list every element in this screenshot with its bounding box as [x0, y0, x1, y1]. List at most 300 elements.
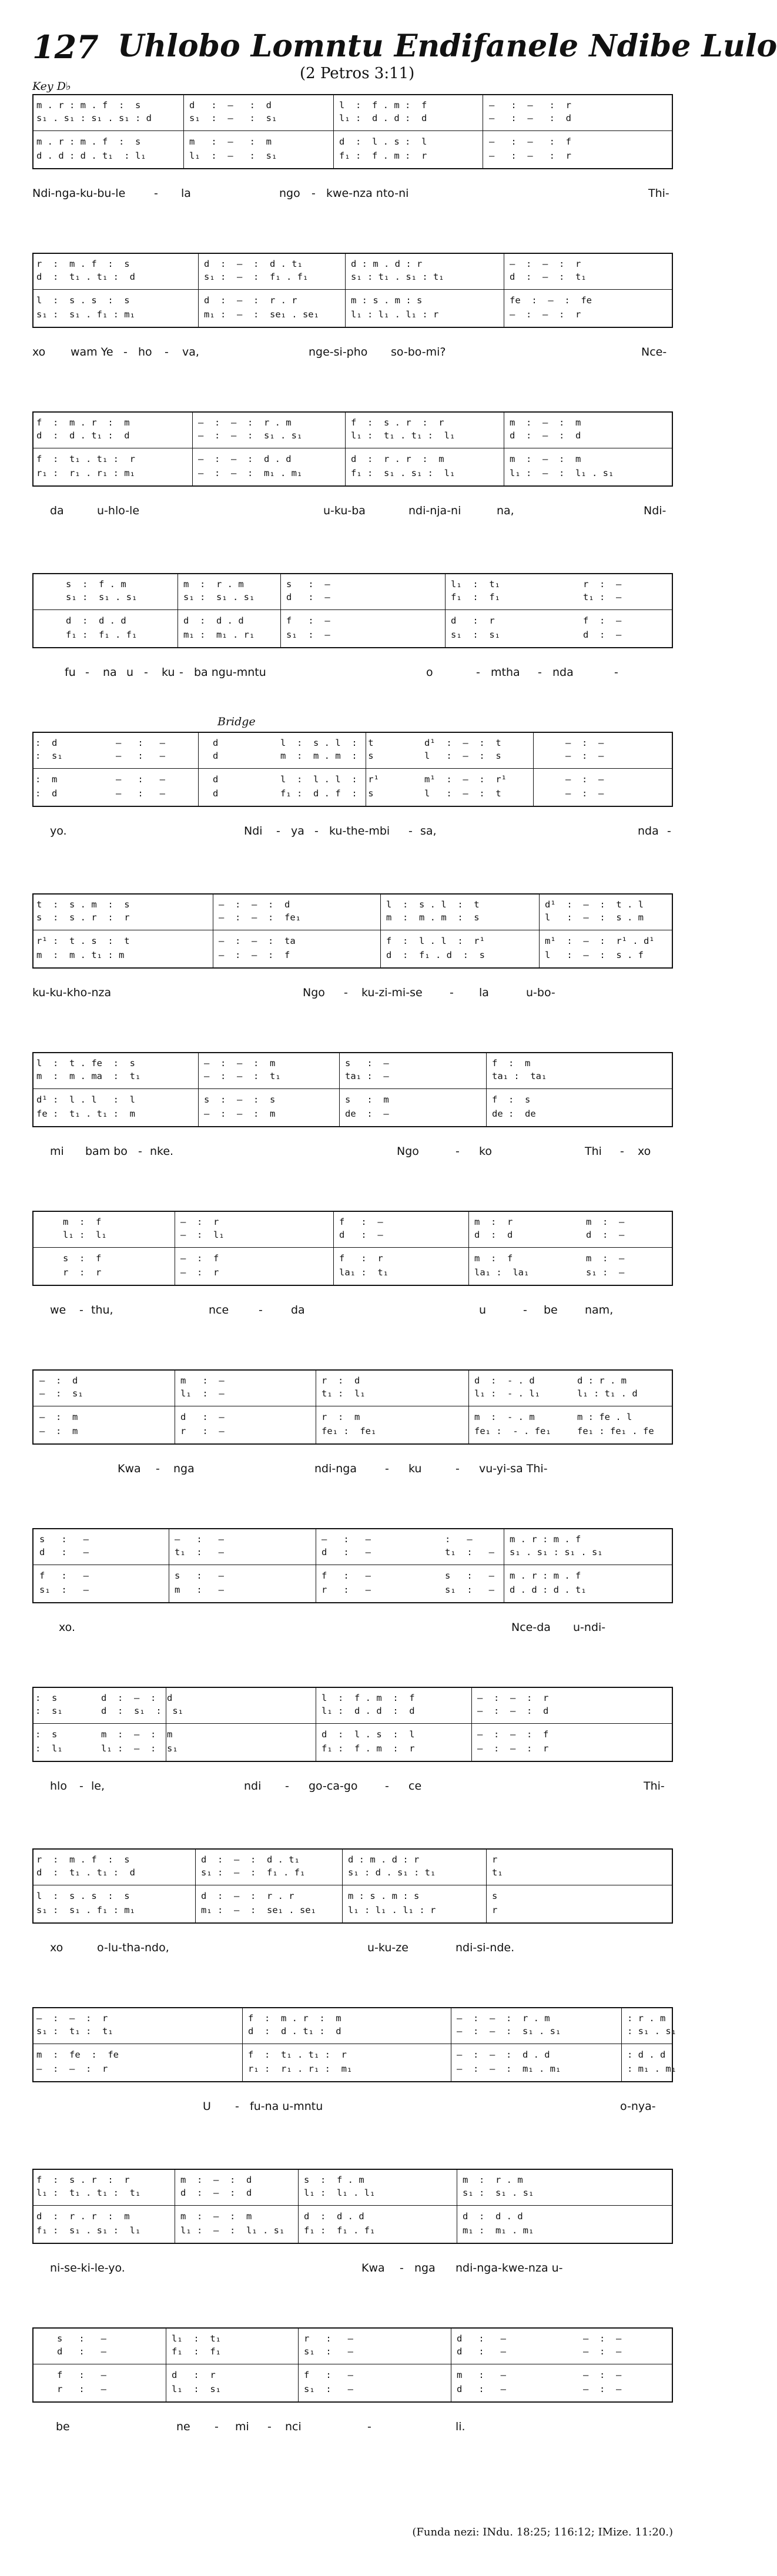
lyric-syllable: ni-se-ki-le-yo.	[50, 2262, 125, 2274]
solfa-notes: : l₁	[35, 1743, 63, 1754]
solfa-notes: : s₁	[35, 751, 63, 761]
lyric-syllable: ce	[408, 1780, 422, 1793]
solfa-notes: m : — : m	[510, 417, 581, 428]
solfa-notes: t₁ : —	[175, 1547, 224, 1557]
solfa-notes: : s	[35, 1693, 58, 1703]
lyric-syllable: -	[267, 2420, 272, 2433]
solfa-notes: l : s . s : s	[36, 295, 130, 306]
solfa-notes: m . r : m . f	[510, 1534, 581, 1545]
solfa-notes: f : s . r : r	[36, 2175, 130, 2185]
solfa-notes: d : — : d . t₁	[201, 1854, 300, 1865]
solfa-notes: f : m . r : m	[36, 417, 130, 428]
solfa-notes: — : —	[583, 2346, 622, 2357]
lyric-syllable: u-ku-ze	[367, 1941, 408, 1954]
solfa-notes: t₁ : —	[583, 592, 622, 602]
lyric-syllable: ku-ku-kho-nza	[32, 986, 112, 999]
solfa-notes: d . d : d . t₁	[510, 1585, 587, 1595]
solfa-notes: — : — : m₁ . m₁	[457, 2064, 561, 2074]
solfa-notes: l : — : s . m	[545, 912, 644, 923]
solfa-notes: — : — : d	[489, 113, 571, 123]
lyric-syllable: sa,	[420, 825, 437, 838]
solfa-notes: d . d : d . t₁ : l₁	[36, 150, 146, 161]
solfa-notes: f : s	[492, 1094, 531, 1105]
part-divider-line	[34, 2205, 672, 2206]
solfa-notes: d : d . t₁ : d	[248, 2026, 341, 2036]
solfa-notes: f : m . r : m	[248, 2013, 341, 2024]
solfa-notes: s₁ : s₁ . s₁	[183, 592, 255, 602]
lyric-syllable: -	[385, 1780, 389, 1793]
lyric-syllable: -	[344, 986, 348, 999]
solfa-notes: — : — : r	[510, 259, 581, 269]
lyric-syllable: da	[50, 504, 64, 517]
bar-line	[486, 1848, 487, 1924]
solfa-notes: l₁ : t₁ . t₁ : t₁	[36, 2188, 141, 2198]
lyric-syllable: -	[523, 1304, 527, 1317]
solfa-notes: — : d	[39, 1375, 78, 1386]
solfa-notes: m : —	[586, 1253, 625, 1264]
lyric-syllable: Ndi-	[644, 504, 667, 517]
solfa-notes: f : —	[583, 615, 622, 626]
solfa-notes: f : —	[286, 615, 330, 626]
solfa-notes: — : — : d	[477, 1706, 549, 1716]
solfa-notes: m : —	[457, 2370, 506, 2380]
solfa-notes: l : — : s	[424, 751, 501, 761]
solfa-notes: : r . m	[627, 2013, 666, 2024]
bar-line	[345, 253, 346, 328]
solfa-notes: — : —	[116, 751, 165, 761]
solfa-notes: m : fe : fe	[36, 2049, 119, 2060]
solfa-notes: — : —	[175, 1534, 224, 1545]
solfa-notes: — : — : f	[219, 950, 290, 960]
solfa-notes: d : — : d	[180, 2188, 252, 2198]
solfa-notes: l : f . m : f	[321, 1693, 415, 1703]
lyric-syllable: Ngo	[397, 1145, 419, 1158]
lyric-syllable: mi	[235, 2420, 249, 2433]
solfa-notes: f₁ : s₁ . s₁ : l₁	[36, 2225, 141, 2236]
lyrics-line	[32, 2420, 673, 2436]
solfa-notes: — : — : r . m	[457, 2013, 550, 2024]
lyric-syllable: ndi	[244, 1780, 262, 1793]
solfa-notes: — : —	[565, 788, 604, 799]
lyric-syllable: nga	[414, 2262, 436, 2274]
bar-line	[333, 1211, 334, 1286]
solfa-notes: ta₁ : ta₁	[492, 1071, 547, 1081]
solfa-notes: m : —	[175, 1585, 224, 1595]
solfa-notes: f : —	[321, 1570, 371, 1581]
solfa-notes: s₁ : s₁ . s₁	[463, 2188, 534, 2198]
solfa-notes: f₁ : f . m : r	[321, 1743, 415, 1754]
solfa-notes: d : — : r . r	[204, 295, 297, 306]
solfa-notes: l₁ : l₁	[63, 1230, 107, 1240]
bar-line	[471, 1687, 472, 1762]
lyric-syllable: -	[367, 2420, 371, 2433]
solfa-notes: m¹ : — : r¹	[424, 774, 507, 785]
lyric-syllable: u-bo-	[526, 986, 555, 999]
solfa-notes: f : s . r : r	[351, 417, 444, 428]
solfa-notes: d : — : d	[101, 1693, 173, 1703]
solfa-notes: l : s . s : s	[36, 1891, 130, 1901]
lyric-syllable: na,	[497, 504, 514, 517]
solfa-notes: d : — : t₁	[510, 272, 587, 282]
bar-line	[177, 573, 178, 648]
solfa-notes: s₁ : t₁ : t₁	[36, 2026, 113, 2036]
lyric-syllable: kwe-nza nto-ni	[326, 187, 409, 200]
solfa-notes: — : — : t₁	[204, 1071, 281, 1081]
solfa-notes: t₁ : l₁	[321, 1388, 366, 1399]
lyrics-line	[32, 2100, 673, 2115]
solfa-staff	[32, 893, 673, 969]
lyric-syllable: xo	[50, 1941, 63, 1954]
solfa-notes: m₁ : — : se₁ . se₁	[201, 1905, 316, 1915]
bar-line	[342, 1848, 343, 1924]
solfa-notes: — : —	[116, 738, 165, 748]
solfa-notes: d : r	[172, 2370, 216, 2380]
lyric-syllable: u	[126, 666, 134, 679]
solfa-notes: d : —	[180, 1412, 225, 1422]
solfa-notes: s : — : s	[204, 1094, 276, 1105]
solfa-notes: : s	[35, 1729, 58, 1740]
lyric-syllable: ku-zi-mi-se	[361, 986, 423, 999]
solfa-notes: s₁ : —	[445, 1585, 494, 1595]
solfa-notes: m : — : d	[180, 2175, 252, 2185]
solfa-notes: d¹ : — : t	[424, 738, 501, 748]
lyric-syllable: so-bo-mi?	[391, 346, 446, 359]
solfa-notes: d : d	[474, 1230, 513, 1240]
solfa-staff	[32, 253, 673, 328]
solfa-notes: r : m . f : s	[36, 1854, 130, 1865]
bar-line	[468, 1369, 469, 1445]
solfa-notes: l₁ : — : l₁ . s₁	[180, 2225, 285, 2236]
lyric-syllable: li.	[456, 2420, 465, 2433]
solfa-notes: — : s₁	[39, 1388, 83, 1399]
solfa-staff	[32, 1369, 673, 1445]
solfa-notes: d : l . s : l	[321, 1729, 415, 1740]
solfa-notes: m . r : m . f : s	[36, 100, 141, 110]
lyric-syllable: la	[181, 187, 191, 200]
solfa-notes: d : f₁ . d : s	[386, 950, 485, 960]
solfa-notes: s₁ : —	[304, 2384, 353, 2394]
solfa-notes: s : s . r : r	[36, 912, 130, 923]
lyric-syllable: U	[203, 2100, 211, 2113]
bar-line	[468, 1211, 469, 1286]
bar-line	[198, 253, 199, 328]
solfa-notes: — : — : f	[489, 136, 571, 147]
footnote: (Funda nezi: INdu. 18:25; 116:12; IMize. 11:20.)	[412, 2526, 673, 2538]
solfa-notes: d	[213, 788, 219, 799]
solfa-notes: s₁ : d . s₁ : t₁	[348, 1867, 436, 1878]
lyric-syllable: -	[312, 187, 316, 200]
solfa-staff	[32, 411, 673, 487]
solfa-notes: — : — : r	[489, 100, 571, 110]
solfa-notes: l₁ : — : s₁	[189, 150, 277, 161]
lyric-syllable: -	[450, 986, 454, 999]
solfa-notes: r : —	[180, 1426, 225, 1436]
lyric-syllable: -	[215, 2420, 219, 2433]
solfa-notes: : s₁ . s₁	[627, 2026, 676, 2036]
lyrics-line	[32, 1621, 673, 1636]
solfa-notes: d : —	[57, 2346, 106, 2357]
solfa-notes: s₁ : s₁	[451, 629, 500, 640]
solfa-notes: r	[492, 1905, 498, 1915]
lyric-syllable: ngo	[279, 187, 300, 200]
solfa-notes: : m₁ . m₁	[627, 2064, 676, 2074]
solfa-notes: d : d . d	[183, 615, 244, 626]
solfa-notes: m : — : m	[180, 2211, 252, 2222]
solfa-notes: m : m . t₁ : m	[36, 950, 125, 960]
lyric-syllable: le,	[91, 1780, 105, 1793]
solfa-notes: d : — : d	[510, 430, 581, 441]
solfa-notes: s : —	[445, 1570, 494, 1581]
lyrics-line	[32, 2262, 673, 2277]
lyric-syllable: Ndi-nga-ku-bu-le	[32, 187, 126, 200]
lyrics-line	[32, 1462, 673, 1478]
bar-line	[198, 1052, 199, 1127]
solfa-notes: — : —	[583, 2370, 622, 2380]
solfa-notes: r : r	[63, 1267, 102, 1278]
lyric-syllable: nge-si-pho	[309, 346, 368, 359]
lyric-syllable: nke.	[150, 1145, 174, 1158]
lyric-syllable: u-hlo-le	[97, 504, 140, 517]
solfa-notes: m : r . m	[463, 2175, 523, 2185]
solfa-notes: de : —	[345, 1108, 389, 1119]
solfa-notes: fe : — : fe	[510, 295, 592, 306]
solfa-notes: l₁ : t₁	[451, 579, 500, 589]
solfa-notes: f : —	[339, 1217, 383, 1227]
solfa-notes: l₁ : t₁ . d	[577, 1388, 638, 1399]
solfa-notes: : d . d	[627, 2049, 666, 2060]
solfa-notes: f : r	[339, 1253, 383, 1264]
lyrics-line	[32, 346, 673, 361]
lyric-syllable: Nce-da	[511, 1621, 551, 1634]
lyric-syllable: ne	[176, 2420, 190, 2433]
solfa-notes: fe₁ : - . fe₁	[474, 1426, 551, 1436]
solfa-notes: — : m	[39, 1426, 78, 1436]
solfa-notes: d : r . m	[577, 1375, 627, 1386]
solfa-notes: t₁ : —	[445, 1547, 494, 1557]
lyrics-line	[32, 986, 673, 1001]
solfa-staff	[32, 732, 673, 807]
lyric-syllable: be	[56, 2420, 70, 2433]
lyrics-line	[32, 666, 673, 681]
part-divider-line	[34, 1247, 672, 1248]
solfa-notes: s₁ : — : s₁	[189, 113, 277, 123]
lyric-syllable: -	[154, 187, 158, 200]
solfa-notes: : d	[35, 738, 58, 748]
lyric-syllable: -	[620, 1145, 624, 1158]
solfa-notes: d : —	[286, 592, 330, 602]
solfa-notes: — : —	[116, 774, 165, 785]
lyric-syllable: fu-na u-mntu	[250, 2100, 323, 2113]
lyric-syllable: xo	[32, 346, 46, 359]
solfa-notes: s₁ : —	[304, 2346, 353, 2357]
bar-line	[195, 1848, 196, 1924]
solfa-notes: d : m . d : r	[348, 1854, 420, 1865]
solfa-notes: l₁ : d . d : d	[339, 113, 427, 123]
lyric-syllable: o	[426, 666, 433, 679]
solfa-notes: — : —	[565, 774, 604, 785]
lyric-syllable: ko	[479, 1145, 492, 1158]
lyric-syllable: xo.	[59, 1621, 75, 1634]
solfa-notes: d : —	[39, 1547, 89, 1557]
solfa-staff	[32, 2327, 673, 2403]
lyric-syllable: -	[79, 1304, 83, 1317]
solfa-notes: s : —	[57, 2333, 106, 2344]
solfa-notes: : d	[35, 788, 58, 799]
lyric-syllable: Kwa	[361, 2262, 385, 2274]
lyric-syllable: yo.	[50, 825, 67, 838]
lyric-syllable: -	[259, 1304, 263, 1317]
solfa-notes: d	[213, 738, 219, 748]
solfa-notes: l : — : t	[424, 788, 501, 799]
solfa-notes: d : d . d	[304, 2211, 364, 2222]
solfa-notes: d	[213, 774, 219, 785]
solfa-staff	[32, 94, 673, 169]
lyric-syllable: -	[614, 666, 618, 679]
solfa-notes: r : m . f : s	[36, 259, 130, 269]
solfa-notes: m₁ : m₁ . r₁	[183, 629, 255, 640]
solfa-notes: m : m . ma : t₁	[36, 1071, 141, 1081]
lyrics-line	[32, 1145, 673, 1160]
solfa-notes: l : s . l : t	[280, 738, 374, 748]
lyric-syllable: Kwa	[118, 1462, 141, 1475]
lyric-syllable: nce	[209, 1304, 229, 1317]
solfa-notes: m : — : m	[101, 1729, 173, 1740]
solfa-notes: f₁ : f₁	[172, 2346, 221, 2357]
solfa-notes: — : f	[180, 1253, 219, 1264]
lyric-syllable: ya	[291, 825, 304, 838]
lyric-syllable: -	[165, 346, 169, 359]
solfa-notes: — : — : r . m	[198, 417, 292, 428]
solfa-notes: fe : t₁ . t₁ : m	[36, 1108, 135, 1119]
solfa-notes: r : m	[321, 1412, 360, 1422]
solfa-notes: — : — : fe₁	[219, 912, 301, 923]
solfa-notes: — : — : r	[477, 1693, 549, 1703]
solfa-notes: — : — : m	[204, 1108, 276, 1119]
solfa-notes: t₁	[492, 1867, 503, 1878]
solfa-notes: m . r : m . f	[510, 1570, 581, 1581]
solfa-notes: l₁ : d . d : d	[321, 1706, 415, 1716]
hymn-title: Uhlobo Lomntu Endifanele Ndibe Lulo	[118, 28, 777, 64]
solfa-notes: l₁ : —	[180, 1388, 225, 1399]
lyric-syllable: ku	[162, 666, 175, 679]
lyric-syllable: Thi-	[648, 187, 669, 200]
lyric-syllable: Ndi	[244, 825, 263, 838]
solfa-notes: m : r . m	[183, 579, 244, 589]
lyric-syllable: ho	[138, 346, 152, 359]
solfa-notes: la₁ : la₁	[474, 1267, 530, 1278]
solfa-notes: l : f . m : f	[339, 100, 427, 110]
solfa-notes: — : —	[116, 788, 165, 799]
solfa-notes: d : r . r : m	[351, 454, 444, 464]
solfa-notes: — : l₁	[180, 1230, 225, 1240]
solfa-notes: l₁ : — : l₁ . s₁	[510, 468, 614, 478]
lyric-syllable: na	[103, 666, 117, 679]
solfa-notes: — : — : m₁ . m₁	[198, 468, 303, 478]
solfa-notes: f : t₁ . t₁ : r	[248, 2049, 347, 2060]
lyric-syllable: go-ca-go	[309, 1780, 358, 1793]
lyric-syllable: va,	[182, 346, 199, 359]
solfa-notes: — : — : r	[36, 2013, 108, 2024]
lyric-syllable: ndi-nga-kwe-nza u-	[456, 2262, 563, 2274]
bar-line	[380, 893, 381, 969]
solfa-notes: — : — : d	[219, 899, 290, 910]
solfa-notes: l₁ : t₁ . t₁ : l₁	[351, 430, 456, 441]
bar-line	[539, 893, 540, 969]
solfa-notes: l₁ : l₁ . l₁ : r	[348, 1905, 436, 1915]
solfa-notes: d : t₁ . t₁ : d	[36, 1867, 135, 1878]
lyric-syllable: ndi-nga	[314, 1462, 357, 1475]
solfa-notes: d : —	[586, 1230, 625, 1240]
part-divider-line	[34, 1088, 672, 1089]
solfa-notes: — : —	[583, 2384, 622, 2394]
solfa-notes: d : —	[321, 1547, 371, 1557]
solfa-notes: m : s . m : s	[348, 1891, 420, 1901]
lyric-syllable: -	[476, 666, 480, 679]
lyric-syllable: Nce-	[641, 346, 667, 359]
solfa-notes: d : l . s : l	[339, 136, 427, 147]
solfa-notes: r : d	[321, 1375, 360, 1386]
lyric-syllable: xo	[638, 1145, 651, 1158]
solfa-notes: m¹ : — : r¹ . d¹	[545, 936, 655, 946]
solfa-notes: : s₁	[35, 1706, 63, 1716]
solfa-notes: m : r	[474, 1217, 513, 1227]
solfa-notes: s : f . m	[304, 2175, 364, 2185]
solfa-notes: fe₁ : fe₁ . fe	[577, 1426, 654, 1436]
solfa-notes: : —	[445, 1534, 473, 1545]
solfa-notes: f₁ : s₁ . s₁ : l₁	[351, 468, 456, 478]
lyrics-line	[32, 504, 673, 520]
lyric-syllable: -	[156, 1462, 160, 1475]
bar-line	[242, 2007, 243, 2082]
solfa-notes: t : s . m : s	[36, 899, 130, 910]
solfa-notes: d : s₁ : s₁	[101, 1706, 183, 1716]
solfa-notes: s₁ : t₁ . s₁ : t₁	[351, 272, 444, 282]
solfa-notes: d : - . d	[474, 1375, 535, 1386]
lyric-syllable: ku-the-mbi	[329, 825, 390, 838]
lyric-syllable: Thi	[585, 1145, 602, 1158]
bar-line	[339, 1052, 340, 1127]
part-divider-line	[34, 1723, 672, 1724]
solfa-notes: r : —	[321, 1585, 371, 1595]
lyric-syllable: ba ngu-mntu	[194, 666, 266, 679]
lyric-syllable: -	[285, 1780, 289, 1793]
lyric-syllable: -	[179, 666, 183, 679]
solfa-notes: f₁ : f . m : r	[339, 150, 427, 161]
solfa-notes: — : — : r	[489, 150, 571, 161]
solfa-notes: s	[492, 1891, 498, 1901]
solfa-notes: s₁ : s₁ . f₁ : m₁	[36, 1905, 135, 1915]
lyric-syllable: bam bo	[85, 1145, 128, 1158]
bar-line	[621, 2007, 622, 2082]
solfa-notes: d	[213, 751, 219, 761]
solfa-staff	[32, 1687, 673, 1762]
solfa-notes: s₁ . s₁ : s₁ . s₁	[510, 1547, 603, 1557]
bar-line	[333, 94, 334, 169]
solfa-notes: l₁ : — : s₁	[101, 1743, 178, 1754]
solfa-notes: m : f	[474, 1253, 513, 1264]
solfa-notes: s₁ : —	[39, 1585, 89, 1595]
solfa-notes: — : —	[565, 738, 604, 748]
solfa-notes: m : — : m	[510, 454, 581, 464]
solfa-notes: — : —	[321, 1534, 371, 1545]
lyric-syllable: -	[85, 666, 89, 679]
part-divider-line	[34, 130, 672, 131]
solfa-notes: r : —	[57, 2384, 106, 2394]
solfa-notes: r	[492, 1854, 498, 1865]
solfa-notes: s₁ : s₁ . f₁ : m₁	[36, 309, 135, 320]
lyric-syllable: la	[479, 986, 489, 999]
solfa-notes: r : —	[304, 2333, 353, 2344]
